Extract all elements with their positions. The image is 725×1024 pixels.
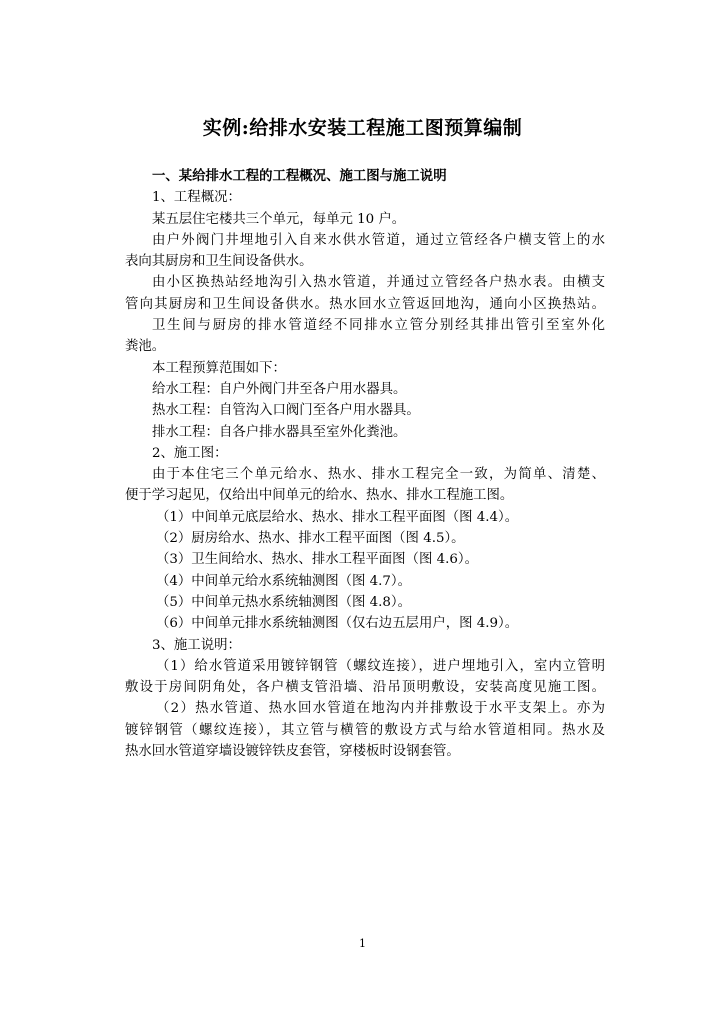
scope-item: 排水工程：自各户排水器具至室外化粪池。 <box>152 424 407 440</box>
notes-paragraph: 热水回水管道穿墙设镀锌铁皮套管，穿楼板时设钢套管。 <box>125 744 460 760</box>
overview-paragraph: 表向其厨房和卫生间设备供水。 <box>125 254 313 270</box>
notes-paragraph: 镀锌钢管（螺纹连接），其立管与横管的敷设方式与给水管道相同。热水及 <box>125 722 605 738</box>
drawing-list-item: （4）中间单元给水系统轴测图（图 4.7）。 <box>156 573 412 589</box>
overview-paragraph: 某五层住宅楼共三个单元，每单元 10 户。 <box>152 211 406 227</box>
notes-paragraph: （2）热水管道、热水回水管道在地沟内并排敷设于水平支架上。亦为 <box>156 701 605 717</box>
section-heading: 一、某给排水工程的工程概况、施工图与施工说明 <box>152 168 447 184</box>
overview-paragraph: 粪池。 <box>125 339 166 355</box>
scope-item: 热水工程：自管沟入口阀门至各户用水器具。 <box>152 403 420 419</box>
notes-heading: 3、施工说明： <box>152 637 241 653</box>
drawing-list-item: （6）中间单元排水系统轴测图（仅右边五层用户，图 4.9）。 <box>156 616 519 632</box>
document-body <box>125 166 605 762</box>
drawing-list-item: （3）卫生间给水、热水、排水工程平面图（图 4.6）。 <box>156 552 478 568</box>
drawing-list-item: （2）厨房给水、热水、排水工程平面图（图 4.5）。 <box>156 531 465 547</box>
drawings-paragraph: 便于学习起见，仅给出中间单元的给水、热水、排水工程施工图。 <box>125 488 514 504</box>
notes-paragraph: 敷设于房间阴角处，各户横支管沿墙、沿吊顶明敷设，安装高度见施工图。 <box>125 680 605 696</box>
drawing-list-item: （1）中间单元底层给水、热水、排水工程平面图（图 4.4）。 <box>156 509 519 525</box>
document-title: 实例:给排水安装工程施工图预算编制 <box>202 117 523 139</box>
scope-intro: 本工程预算范围如下： <box>152 360 286 376</box>
overview-heading: 1、工程概况： <box>152 190 241 206</box>
notes-paragraph: （1）给水管道采用镀锌钢管（螺纹连接），进户埋地引入，室内立管明 <box>156 658 605 674</box>
overview-paragraph: 管向其厨房和卫生间设备供水。热水回水立管返回地沟，通向小区换热站。 <box>125 296 605 312</box>
scope-item: 给水工程：自户外阀门井至各户用水器具。 <box>152 381 407 397</box>
drawings-paragraph: 由于本住宅三个单元给水、热水、排水工程完全一致，为简单、清楚、 <box>152 467 605 483</box>
drawing-list-item: （5）中间单元热水系统轴测图（图 4.8）。 <box>156 594 412 610</box>
overview-paragraph: 由小区换热站经地沟引入热水管道，并通过立管经各户热水表。由横支 <box>152 275 605 291</box>
page-number: 1 <box>359 937 366 950</box>
overview-paragraph: 卫生间与厨房的排水管道经不同排水立管分别经其排出管引至室外化 <box>152 318 605 334</box>
overview-paragraph: 由户外阀门井埋地引入自来水供水管道，通过立管经各户横支管上的水 <box>152 232 605 248</box>
drawings-heading: 2、施工图： <box>152 445 228 461</box>
